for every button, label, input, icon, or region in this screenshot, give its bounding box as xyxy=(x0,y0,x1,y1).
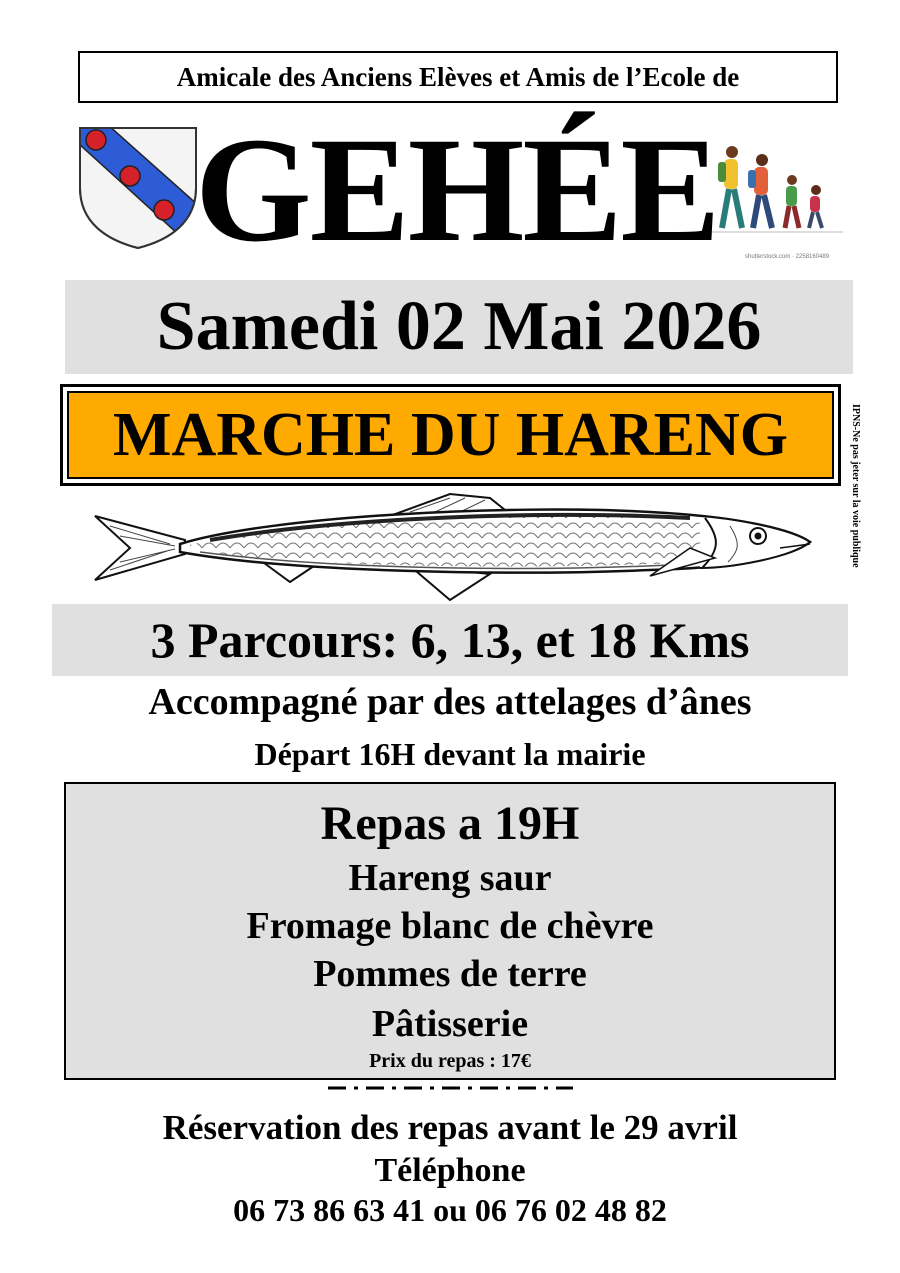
hikers-credit: shutterstock.com · 2258160489 xyxy=(745,254,830,260)
herring-fish-illustration xyxy=(90,488,815,603)
event-date: Samedi 02 Mai 2026 xyxy=(156,288,762,365)
donkeys-note: Accompagné par des attelages d’ânes xyxy=(148,681,752,723)
routes-text: 3 Parcours: 6, 13, et 18 Kms xyxy=(150,612,750,668)
event-title-frame xyxy=(60,384,841,486)
hikers-illustration xyxy=(710,140,845,250)
coat-of-arms-icon xyxy=(78,126,198,250)
routes-banner xyxy=(52,604,848,676)
association-text: Amicale des Anciens Elèves et Amis de l’Ecole de xyxy=(176,61,740,92)
reservation-note: Réservation des repas avant le 29 avril xyxy=(162,1108,738,1147)
event-title: MARCHE DU HARENG xyxy=(112,400,789,469)
event-title-box xyxy=(67,391,834,479)
association-header xyxy=(78,51,838,103)
town-name: GEHÉE xyxy=(195,107,719,273)
meal-title: Repas a 19H xyxy=(320,797,580,850)
meal-box xyxy=(64,782,836,1080)
divider xyxy=(328,1086,573,1090)
event-date-banner xyxy=(65,280,853,374)
meal-item: Pommes de terre xyxy=(313,953,587,995)
side-legal-note: IPNS-Ne pas jeter sur la voie publique xyxy=(850,404,861,568)
meal-item: Fromage blanc de chèvre xyxy=(246,905,654,947)
phone-numbers: 06 73 86 63 41 ou 06 76 02 48 82 xyxy=(233,1192,667,1228)
phone-label: Téléphone xyxy=(374,1152,526,1189)
meal-item: Hareng saur xyxy=(348,857,552,899)
meal-price: Prix du repas : 17€ xyxy=(369,1050,531,1072)
departure-info: Départ 16H devant la mairie xyxy=(254,736,646,772)
meal-item: Pâtisserie xyxy=(371,1003,529,1045)
